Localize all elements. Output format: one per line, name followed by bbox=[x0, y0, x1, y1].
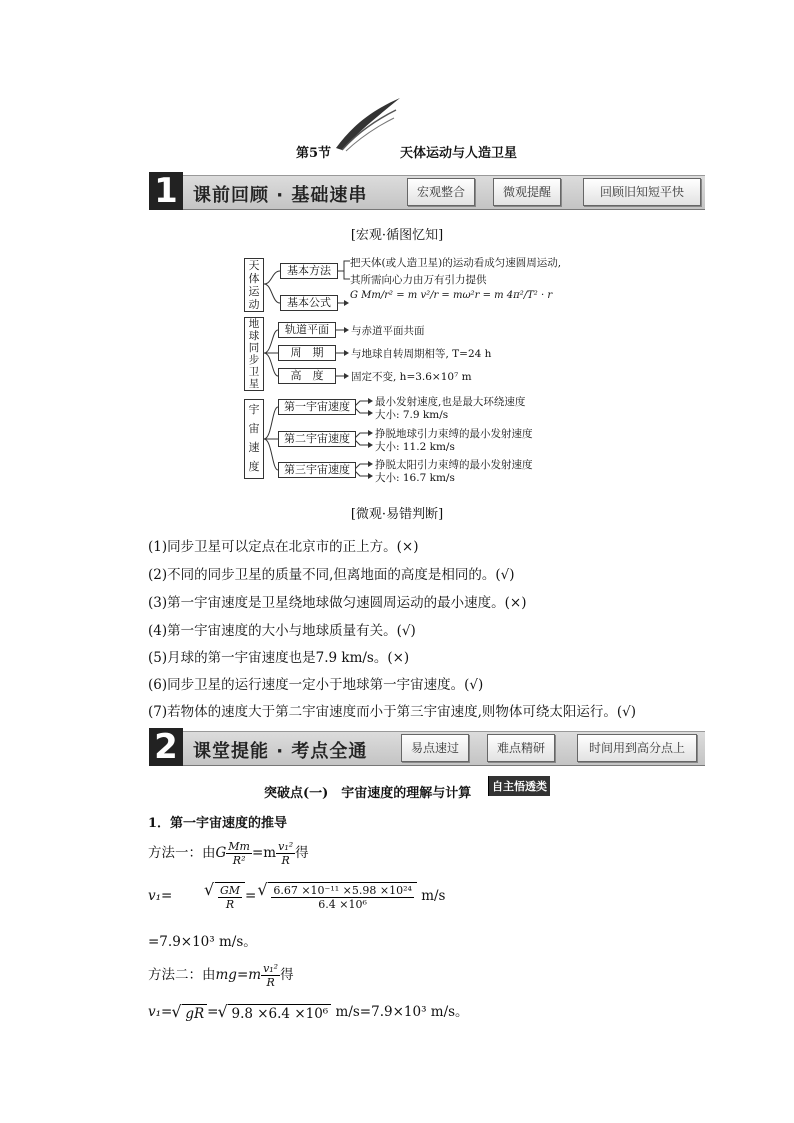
hard-points-button[interactable]: 难点精研 bbox=[487, 734, 555, 762]
group-celestial-motion: 天体运动 bbox=[244, 258, 264, 312]
section-micro-heading: [微观·易错判断] bbox=[350, 507, 444, 522]
basic-method-line1: 把天体(或人造卫星)的运动看成匀速圆周运动, bbox=[350, 257, 562, 269]
v1-formula-line: v₁= √ $\frac{GM}{R}$ = √ $\frac{\text{6.67 ×10⁻¹¹ ×5.98 ×10²⁴}}{\text{6.4 ×10⁶}}$ m/s bbox=[148, 882, 445, 911]
third-cosmic-t1: 挣脱太阳引力束缚的最小发射速度 bbox=[375, 459, 533, 471]
section-title: 天体运动与人造卫星 bbox=[400, 146, 518, 161]
result1: =7.9×10³ m/s。 bbox=[148, 934, 257, 950]
label-third-cosmic: 第三宇宙速度 bbox=[278, 462, 356, 478]
height-text: 固定不变, h=3.6×10⁷ m bbox=[351, 371, 472, 383]
label-basic-method: 基本方法 bbox=[280, 263, 338, 279]
second-cosmic-t1: 挣脱地球引力束缚的最小发射速度 bbox=[375, 428, 533, 440]
period-text: 与地球自转周期相等, T=24 h bbox=[351, 348, 492, 360]
v1-formula-line2: v₁=√ gR =√ 9.8 ×6.4 ×10⁶ m/s=7.9×10³ m/s。 bbox=[148, 1000, 469, 1022]
judgment-item: (4)第一宇宙速度的大小与地球质量有关。(√) bbox=[148, 623, 416, 639]
first-cosmic-t1: 最小发射速度,也是最大环绕速度 bbox=[375, 396, 526, 408]
method1-line: 方法一：由G $\frac{Mm}{\text{R²}}$ =m $\frac{\text{v₁²}}{R}$ 得 bbox=[148, 840, 309, 867]
banner-title: 课堂提能 · 考点全通 bbox=[193, 741, 368, 762]
label-height: 高 度 bbox=[278, 368, 336, 384]
judgment-item: (6)同步卫星的运行速度一定小于地球第一宇宙速度。(√) bbox=[148, 677, 484, 693]
banner-classroom bbox=[149, 728, 705, 768]
banner-title: 课前回顾 · 基础速串 bbox=[193, 185, 368, 206]
first-cosmic-t2: 大小: 7.9 km/s bbox=[375, 409, 449, 421]
breakthrough-heading: 突破点(一) 宇宙速度的理解与计算 bbox=[264, 786, 472, 801]
label-basic-formula: 基本公式 bbox=[280, 295, 338, 311]
label-first-cosmic: 第一宇宙速度 bbox=[278, 399, 356, 415]
group-cosmic-velocity: 宇宙速度 bbox=[244, 399, 264, 479]
review-button[interactable]: 回顾旧知短平快 bbox=[583, 178, 701, 206]
second-cosmic-t2: 大小: 11.2 km/s bbox=[375, 441, 455, 453]
group-geostationary: 地球同步卫星 bbox=[244, 317, 264, 391]
judgment-item: (3)第一宇宙速度是卫星绕地球做匀速圆周运动的最小速度。(×) bbox=[148, 595, 527, 611]
section-macro-heading: [宏观·循图忆知] bbox=[350, 228, 444, 243]
banner-number: 2 bbox=[149, 728, 183, 766]
label-period: 周 期 bbox=[278, 345, 336, 361]
basic-formula: G Mm/r² = m v²/r = mω²r = m 4π²/T² · r bbox=[350, 290, 553, 301]
banner-review bbox=[149, 172, 705, 212]
basic-method-line2: 其所需向心力由万有引力提供 bbox=[350, 274, 487, 286]
easy-points-button[interactable]: 易点速过 bbox=[401, 734, 469, 762]
judgment-item: (2)不同的同步卫星的质量不同,但离地面的高度是相同的。(√) bbox=[148, 567, 515, 583]
label-second-cosmic: 第二宇宙速度 bbox=[278, 431, 356, 447]
judgment-item: (5)月球的第一宇宙速度也是7.9 km/s。(×) bbox=[148, 650, 410, 666]
high-score-button[interactable]: 时间用到高分点上 bbox=[577, 734, 697, 762]
macro-button[interactable]: 宏观整合 bbox=[407, 178, 475, 206]
page-title bbox=[296, 142, 536, 164]
orbit-plane-text: 与赤道平面共面 bbox=[351, 325, 425, 337]
label-orbit-plane: 轨道平面 bbox=[278, 322, 336, 338]
mind-map bbox=[240, 255, 580, 485]
method2-line: 方法二：由mg=m $\frac{\text{v₁²}}{R}$ 得 bbox=[148, 962, 294, 989]
derivation-heading: 1．第一宇宙速度的推导 bbox=[148, 816, 288, 831]
third-cosmic-t2: 大小: 16.7 km/s bbox=[375, 472, 455, 484]
self-study-tag: 自主悟透类 bbox=[488, 776, 550, 796]
micro-button[interactable]: 微观提醒 bbox=[493, 178, 561, 206]
banner-number: 1 bbox=[149, 172, 183, 210]
section-number: 第5节 bbox=[296, 146, 332, 161]
judgment-item: (7)若物体的速度大于第二宇宙速度而小于第三宇宙速度,则物体可绕太阳运行。(√) bbox=[148, 704, 637, 720]
judgment-item: (1)同步卫星可以定点在北京市的正上方。(×) bbox=[148, 539, 419, 555]
